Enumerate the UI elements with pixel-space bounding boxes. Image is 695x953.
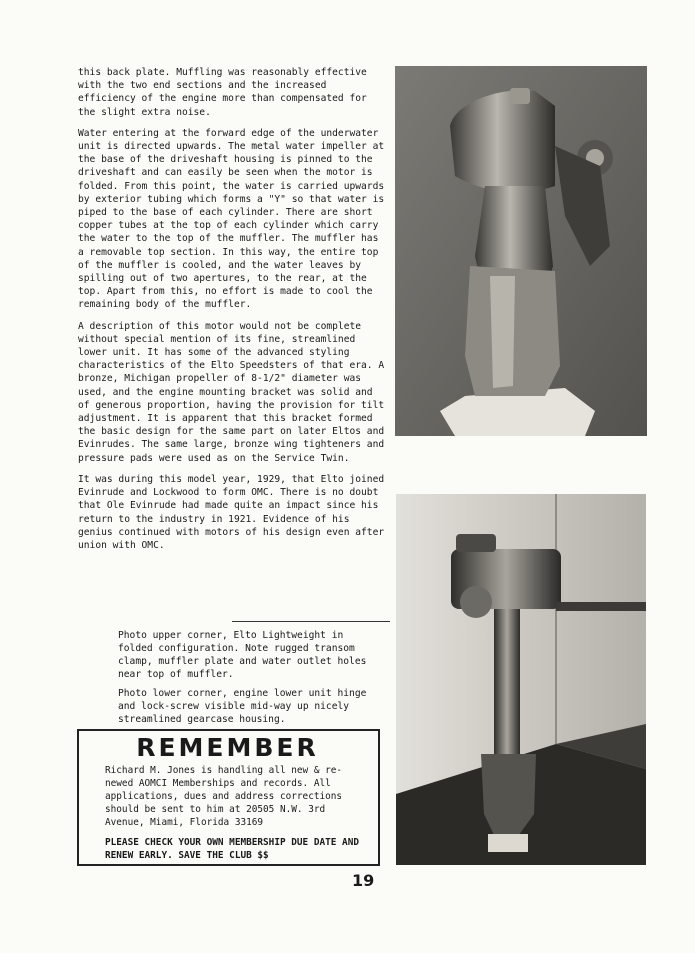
divider-rule bbox=[232, 621, 390, 622]
photo-lower-outboard-standing bbox=[396, 494, 646, 865]
paragraph-3: A description of this motor would not be complete without special mention of its fine, streamlined lower unit. It has some of the advanced styling characteristics of the Elto Speedsters of that era. A bronze, Michigan propeller of 8-1/2" diameter was used, and the engine mounting bracket was solid and of generous proportion, having the provision for tilt adjustment. It is apparent that this bracket formed the basic design for the same part on later Eltos and Evinrudes. The same large, bronze wing tighteners and pressure pads were used as on the Service Twin. bbox=[78, 320, 385, 464]
photo-captions bbox=[118, 629, 380, 732]
article-column bbox=[78, 66, 388, 560]
page-number: 19 bbox=[352, 871, 375, 890]
outboard-folded-illustration bbox=[395, 66, 647, 436]
paragraph-1: this back plate. Muffling was reasonably effective with the two end sections and the increased efficiency of the engine more than compensated for the slight extra noise. bbox=[78, 67, 367, 118]
remember-body: Richard M. Jones is handling all new & re-newed AOMCI Memberships and records. All applications, dues and address corrections should be sent to him at 20505 N.W. 3rd Avenue, Miami, Florida 33169 bbox=[105, 765, 343, 828]
paragraph-4: It was during this model year, 1929, that Elto joined Evinrude and Lockwood to form OMC. There is no doubt that Ole Evinrude had made quite an impact since his return to the industry in 1921. Evidence of his genius continued with motors of his design even after union with OMC. bbox=[78, 473, 385, 551]
outboard-standing-illustration bbox=[396, 494, 646, 865]
photo-upper-outboard-folded bbox=[395, 66, 647, 436]
caption-upper: Photo upper corner, Elto Lightweight in folded configuration. Note rugged transom clamp, muffler plate and water outlet holes near top of muffler. bbox=[118, 630, 367, 680]
remember-heading: REMEMBER bbox=[136, 733, 319, 762]
paragraph-2: Water entering at the forward edge of the underwater unit is directed upwards. The metal water impeller at the base of the driveshaft housing is pinned to the driveshaft and can easily be seen when the motor is folded. From this point, the water is carried upwards by exterior tubing which forms a "Y" so that water is piped to the base of each cylinder. There are short copper tubes at the top of each cylinder which carry the water to the top of the muffler. The muffler has a removable top section. In this way, the entire top of the muffler is cooled, and the water leaves by spilling out of two apertures, to the rear, at the top. Apart from this, no effort is made to cool the remaining body of the muffler. bbox=[78, 127, 385, 311]
caption-lower: Photo lower corner, engine lower unit hinge and lock-screw visible mid-way up nicely streamlined gearcase housing. bbox=[118, 688, 367, 725]
remember-note: PLEASE CHECK YOUR OWN MEMBERSHIP DUE DATE AND RENEW EARLY. SAVE THE CLUB $$ bbox=[105, 837, 359, 861]
remember-box bbox=[77, 729, 380, 866]
